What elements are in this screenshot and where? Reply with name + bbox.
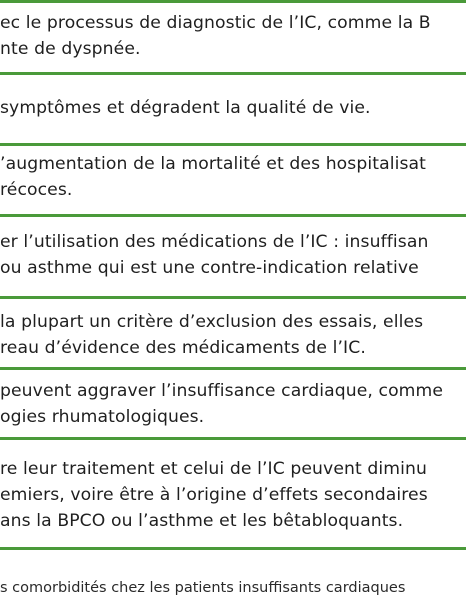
table-caption: s comorbidités chez les patients insuffisants cardiaques xyxy=(0,580,406,596)
row-text-line: peuvent aggraver l’insuffisance cardiaque, comme xyxy=(0,381,444,401)
table-row xyxy=(0,95,466,121)
row-text-line: ’augmentation de la mortalité et des hospitalisat xyxy=(0,154,426,174)
table-row xyxy=(0,378,466,430)
row-text-line: ou asthme qui est une contre-indication relative xyxy=(0,258,419,278)
table-row xyxy=(0,229,466,281)
row-text-line: ogies rhumatologiques. xyxy=(0,407,205,427)
table-row xyxy=(0,309,466,361)
row-text-line: emiers, voire être à l’origine d’effets secondaires xyxy=(0,485,428,505)
row-divider xyxy=(0,296,466,299)
row-divider xyxy=(0,437,466,440)
row-divider xyxy=(0,367,466,370)
row-text-line: nte de dyspnée. xyxy=(0,39,141,59)
table-row xyxy=(0,151,466,203)
row-divider xyxy=(0,143,466,146)
row-divider xyxy=(0,0,466,3)
row-divider xyxy=(0,214,466,217)
row-text-line: symptômes et dégradent la qualité de vie. xyxy=(0,98,371,118)
table-row xyxy=(0,456,466,534)
row-text-line: reau d’évidence des médicaments de l’IC. xyxy=(0,338,366,358)
row-divider xyxy=(0,72,466,75)
row-text-line: ans la BPCO ou l’asthme et les bêtabloquants. xyxy=(0,511,404,531)
table-row xyxy=(0,10,466,62)
row-text-line: er l’utilisation des médications de l’IC : insuffisan xyxy=(0,232,429,252)
row-divider xyxy=(0,547,466,550)
row-text-line: la plupart un critère d’exclusion des essais, elles xyxy=(0,312,424,332)
row-text-line: ec le processus de diagnostic de l’IC, comme la B xyxy=(0,13,431,33)
row-text-line: re leur traitement et celui de l’IC peuvent diminu xyxy=(0,459,427,479)
row-text-line: récoces. xyxy=(0,180,73,200)
